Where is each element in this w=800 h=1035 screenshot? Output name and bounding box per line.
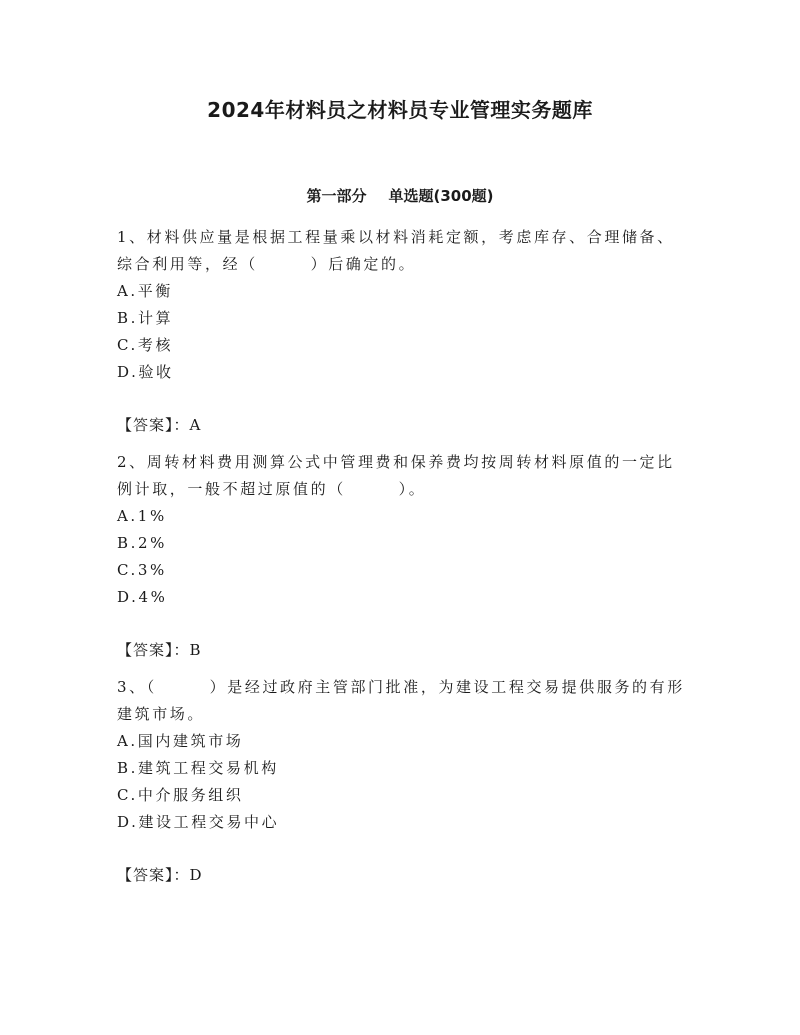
option-d: D.4% [117, 588, 168, 606]
answer-label: 【答案】： [117, 866, 190, 884]
answer-value: D [189, 866, 203, 884]
answer-label: 【答案】： [117, 641, 190, 659]
answer-value: A [189, 416, 202, 434]
question-item [117, 674, 687, 889]
option-a: A.平衡 [117, 282, 174, 300]
question-list [117, 224, 687, 899]
option-c: C.3% [117, 561, 167, 579]
answer-line [117, 412, 687, 439]
option-c: C.考核 [117, 336, 174, 354]
option-d: D.建设工程交易中心 [117, 813, 280, 831]
question-item [117, 449, 687, 664]
question-item [117, 224, 687, 439]
option-b: B.2% [117, 534, 167, 552]
answer-line [117, 862, 687, 889]
option-c: C.中介服务组织 [117, 786, 244, 804]
answer-label: 【答案】： [117, 416, 190, 434]
document-title: 2024年材料员之材料员专业管理实务题库 [207, 98, 593, 122]
answer-value: B [189, 641, 202, 659]
question-stem: 3、（ ）是经过政府主管部门批准，为建设工程交易提供服务的有形建筑市场。 [117, 678, 685, 723]
section-title-part: 第一部分 [306, 187, 367, 205]
option-d: D.验收 [117, 363, 174, 381]
section-title-type: 单选题(300题) [388, 187, 494, 205]
question-stem: 1、材料供应量是根据工程量乘以材料消耗定额，考虑库存、合理储备、综合利用等，经（ ）后确定的。 [117, 228, 675, 273]
answer-line [117, 637, 687, 664]
option-a: A.1% [117, 507, 167, 525]
option-a: A.国内建筑市场 [117, 732, 244, 750]
option-b: B.建筑工程交易机构 [117, 759, 279, 777]
question-stem: 2、周转材料费用测算公式中管理费和保养费均按周转材料原值的一定比例计取，一般不超过原值的（ ）。 [117, 453, 675, 498]
section-title [0, 185, 800, 206]
option-b: B.计算 [117, 309, 174, 327]
